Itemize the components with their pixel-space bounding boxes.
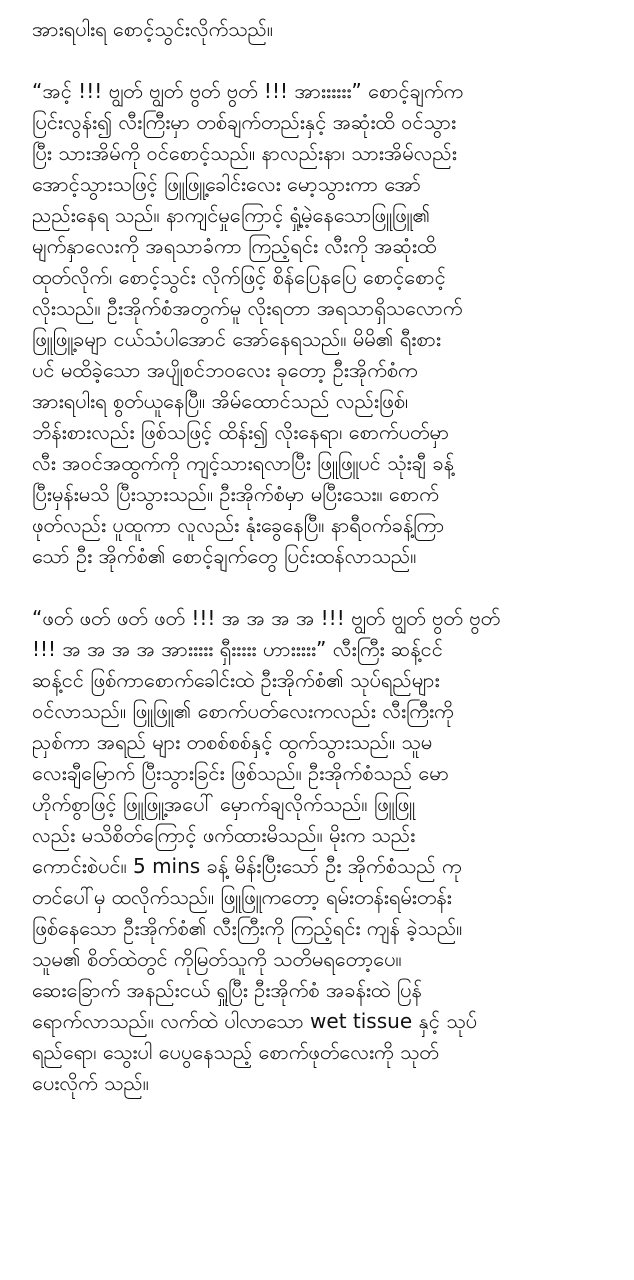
- paragraph-1: [32, 14, 614, 45]
- text-line: အားရပါးရ စွတ်ယူနေပြီ။ အိမ်ထောင်သည် လည်းဖြစ်၊: [32, 389, 409, 413]
- text-line: ပေးလိုက် သည်။: [32, 1071, 149, 1095]
- text-line: သူမ၏ စိတ်ထဲတွင် ကိုမြတ်သူကို သတိမရတော့ပေ။: [32, 947, 402, 971]
- text-line: လည်း မသိစိတ်ကြောင့် ဖက်ထားမိသည်။ မိုးက သည်း: [32, 823, 416, 847]
- text-line: အောင့်သွားသဖြင့် ဖြူဖြူ့ခေါင်းလေး မော့သွားကာ အော်: [32, 172, 422, 196]
- paragraph-2: [32, 76, 614, 572]
- text-line: ဖုတ်လည်း ပူထူကာ လူလည်း နုံးခွေနေပြီ။ နာရီဝက်ခန့်ကြာ: [32, 513, 445, 537]
- text-line: ပင် မထိခဲ့သော အပျိုစင်ဘဝလေး ခုတော့ ဦးအိုက်စံက: [32, 358, 418, 382]
- text-line: လေးချီမြောက် ပြီးသွားခြင်း ဖြစ်သည်။ ဦးအိုက်စံသည် မော: [32, 761, 449, 785]
- text-line: ရည်ရော၊ သွေးပါ ပေပွနေသည့် စောက်ဖုတ်လေးကို သုတ်: [32, 1040, 439, 1064]
- text-line: အားရပါးရ စောင့်သွင်းလိုက်သည်။: [32, 17, 273, 41]
- text-line: ထုတ်လိုက်၊ စောင့်သွင်း လိုက်ဖြင့် စိန်ပြေနပြေ စောင့်စောင့်: [32, 265, 446, 289]
- cut-off-line-top: [32, 0, 614, 14]
- text-line: ရောက်လာသည်။ လက်ထဲ ပါလာသော wet tissue နှင့် သုပ်: [32, 1009, 477, 1033]
- text-line: လီး အဝင်အထွက်ကို ကျင့်သားရလာပြီး ဖြူဖြူပင် သုံးချီ ခန့်: [32, 451, 454, 475]
- text-line: ညည်းနေရ သည်။ နာကျင်မှုကြောင့် ရှုံ့မဲ့နေသောဖြူဖြူ၏: [32, 203, 431, 227]
- text-line: ဘိန်းစားလည်း ဖြစ်သဖြင့် ထိန်း၍ လိုးနေရာ၊ စောက်ပတ်မှာ: [32, 420, 450, 444]
- text-line: သော် ဦး အိုက်စံ၏ စောင့်ချက်တွေ ပြင်းထန်လာသည်။: [32, 544, 417, 568]
- text-line: ဟိုက်စွာဖြင့် ဖြူဖြူ့အပေါ် မှောက်ချလိုက်သည်။ ဖြူဖြူ: [32, 792, 415, 816]
- text-line: တင်ပေါ်မှ ထလိုက်သည်။ ဖြူဖြူကတော့ ရမ်းတန်းရမ်းတန်း: [32, 885, 452, 909]
- text-line: ပြင်းလွန်း၍ လီးကြီးမှာ တစ်ချက်တည်းနှင့် အဆုံးထိ ဝင်သွား: [32, 110, 457, 134]
- paragraph-3: [32, 603, 614, 1099]
- text-line: ပြီးမှန်းမသိ ပြီးသွားသည်။ ဦးအိုက်စံမှာ မပြီးသေး။ စောက်: [32, 482, 439, 506]
- text-line: လိုးသည်။ ဦးအိုက်စံအတွက်မူ လိုးရတာ အရသာရှိသလောက်: [32, 296, 463, 320]
- text-line: ဆန့်ငင် ဖြစ်ကာစောက်ခေါင်းထဲ ဦးအိုက်စံ၏ သုပ်ရည်များ: [32, 668, 440, 692]
- text-line: ကောင်းစဲပင်။ 5 mins ခန့် မိန်းပြီးသော် ဦး အိုက်စံသည် ကု: [32, 854, 462, 878]
- text-line: ဖြစ်နေသော ဦးအိုက်စံ၏ လီးကြီးကို ကြည့်ရင်း ကျန် ခဲ့သည်။: [32, 916, 463, 940]
- text-line: ညှစ်ကာ အရည် များ တစစ်စစ်နှင့် ထွက်သွားသည်။ သူမ: [32, 730, 433, 754]
- text-line: “ဖတ် ဖတ် ဖတ် ဖတ် !!! အ အ အ အ !!! ဗျွတ် ဗျွတ် ဗွတ် ဗွတ်: [32, 606, 501, 630]
- text-line: !!! အ အ အ အ အားးးးး ရှီးးးးး ဟားးးးး” လီးကြီး ဆန့်ငင်: [32, 637, 443, 661]
- text-line: မျက်နှာလေးကို အရသာခံကာ ကြည့်ရင်း လီးကို အဆုံးထိ: [32, 234, 437, 258]
- text-line: ဝင်လာသည်။ ဖြူဖြူ၏ စောက်ပတ်လေးကလည်း လီးကြီးကို: [32, 699, 454, 723]
- text-line: ပြီး သားအိမ်ကို ဝင်စောင့်သည်။ နာလည်းနာ၊ သားအိမ်လည်း: [32, 141, 457, 165]
- text-line: “အင့် !!! ဗျွတ် ဗျွတ် ဗွတ် ဗွတ် !!! အားးးးးး” စောင့်ချက်က: [32, 79, 464, 103]
- text-line: ဆေးခြောက် အနည်းငယ် ရှူပြီး ဦးအိုက်စံ အခန်းထဲ ပြန်: [32, 978, 422, 1002]
- text-line: ဖြူဖြူ့ခမျာ ငယ်သံပါအောင် အော်နေရသည်။ မိမိ၏ ရီးစား: [32, 327, 441, 351]
